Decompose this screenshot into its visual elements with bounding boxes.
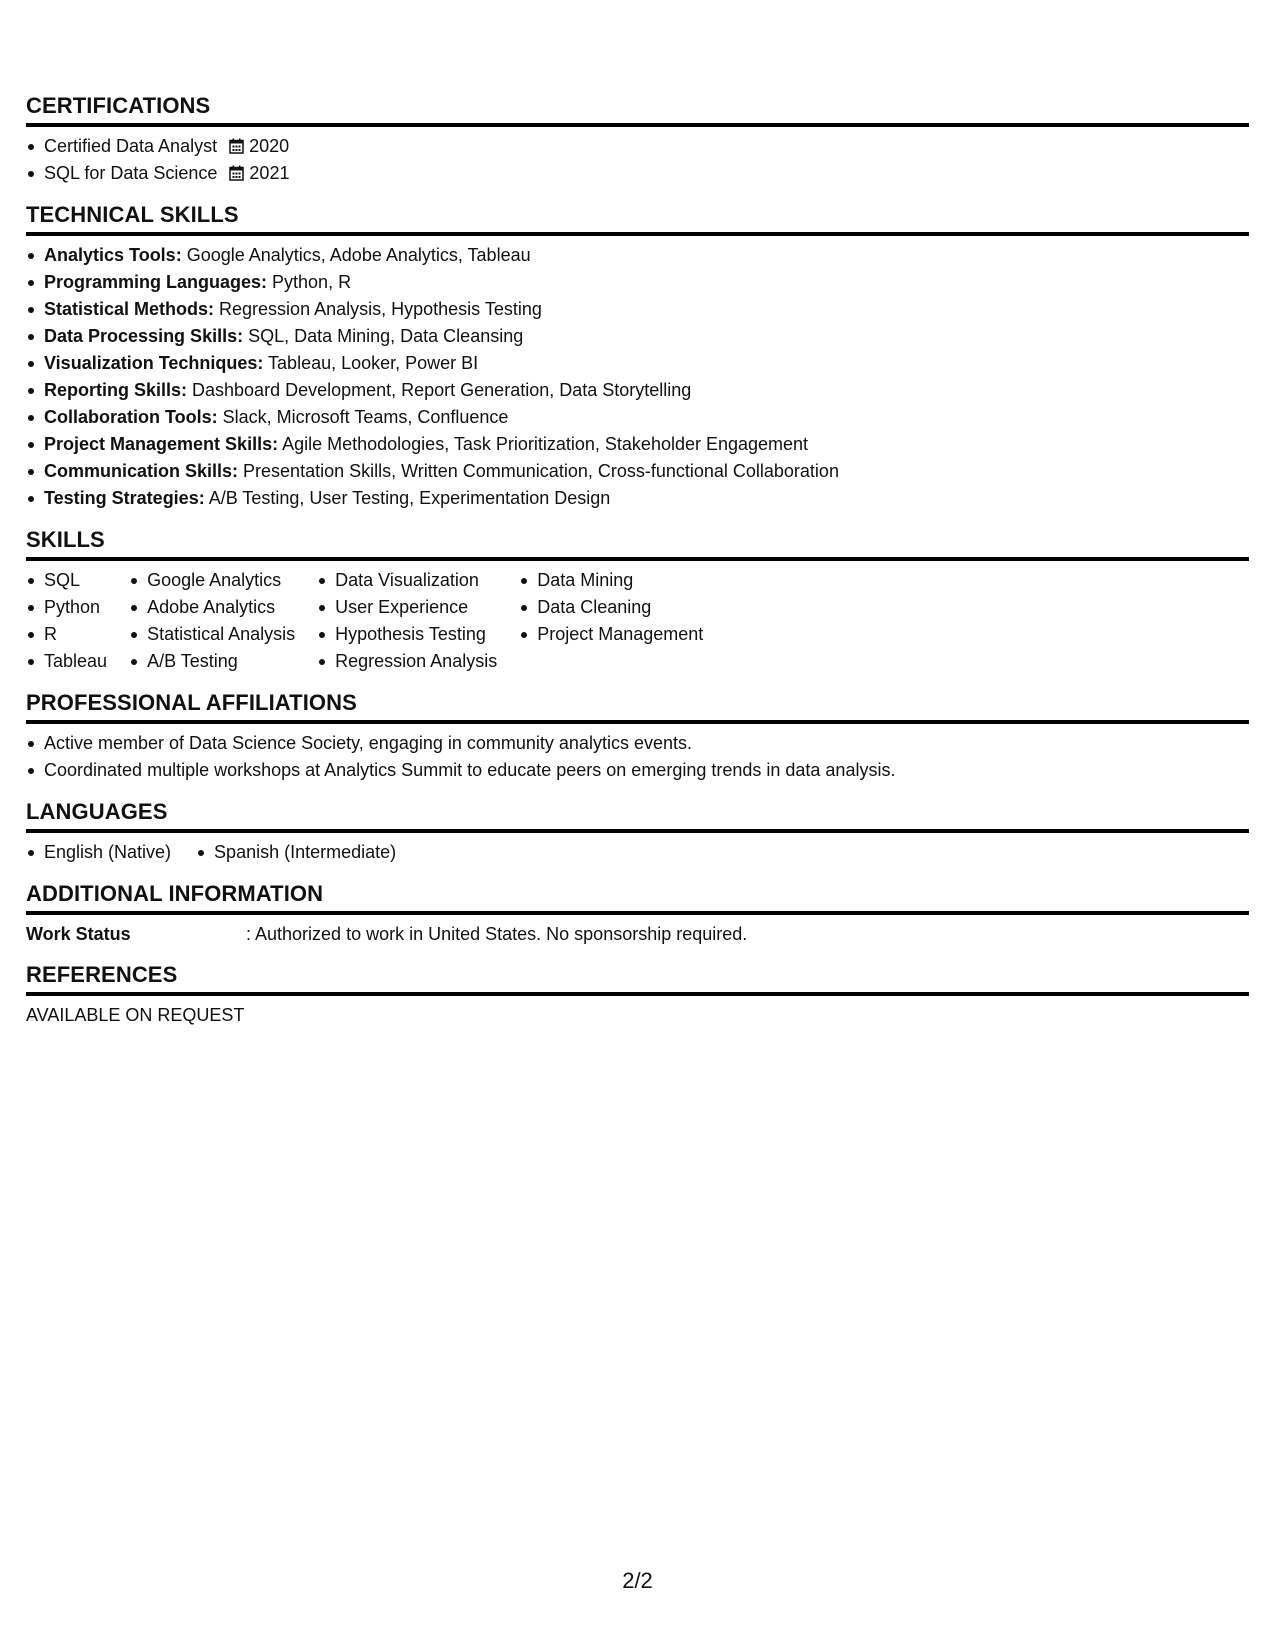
list-item — [26, 350, 1249, 377]
skill-category-value: Regression Analysis, Hypothesis Testing — [214, 299, 542, 319]
resume-page — [26, 92, 1249, 1028]
list-item — [26, 323, 1249, 350]
languages-section — [26, 798, 1249, 866]
list-item: Hypothesis Testing — [317, 621, 497, 648]
calendar-icon — [229, 135, 244, 151]
list-item: Regression Analysis — [317, 648, 497, 675]
skills-section — [26, 526, 1249, 675]
skill-category-value: Agile Methodologies, Task Prioritization, Stakeholder Engagement — [278, 434, 809, 454]
certifications-list — [26, 133, 1249, 187]
list-item: English (Native) — [26, 839, 171, 866]
technical-skills-list — [26, 242, 1249, 512]
list-item — [26, 160, 1249, 187]
certification-name: SQL for Data Science — [44, 163, 218, 183]
affiliations-section — [26, 689, 1249, 784]
skill-category-value: A/B Testing, User Testing, Experimentation Design — [204, 488, 611, 508]
list-item: Statistical Analysis — [129, 621, 295, 648]
references-text: AVAILABLE ON REQUEST — [26, 1005, 245, 1025]
technical-skills-section — [26, 201, 1249, 512]
technical-skills-heading: TECHNICAL SKILLS — [26, 201, 1249, 236]
list-item: User Experience — [317, 594, 497, 621]
skills-heading: SKILLS — [26, 526, 1249, 561]
skill-category-value: Google Analytics, Adobe Analytics, Tableau — [181, 245, 531, 265]
certification-name: Certified Data Analyst — [44, 136, 218, 156]
skill-category-value: Slack, Microsoft Teams, Confluence — [217, 407, 509, 427]
skill-category-label: Reporting Skills: — [44, 380, 188, 400]
list-item — [26, 431, 1249, 458]
list-item — [26, 458, 1249, 485]
skills-column — [519, 567, 703, 675]
skills-grid — [26, 567, 1249, 675]
skill-category-label: Testing Strategies: — [44, 488, 205, 508]
language-group — [196, 839, 396, 866]
list-item — [26, 269, 1249, 296]
work-status-value: : Authorized to work in United States. No sponsorship required. — [246, 924, 748, 944]
skill-category-label: Statistical Methods: — [44, 299, 215, 319]
skill-category-value: Presentation Skills, Written Communication, Cross-functional Collaboration — [238, 461, 839, 481]
additional-info-section — [26, 880, 1249, 947]
references-heading: REFERENCES — [26, 961, 1249, 996]
calendar-icon — [229, 162, 244, 178]
list-item: Data Visualization — [317, 567, 497, 594]
skill-category-label: Project Management Skills: — [44, 434, 279, 454]
skill-category-value: Tableau, Looker, Power BI — [263, 353, 479, 373]
list-item: Data Mining — [519, 567, 703, 594]
affiliations-list — [26, 730, 1249, 784]
skills-column — [317, 567, 497, 675]
list-item: Google Analytics — [129, 567, 295, 594]
skill-category-label: Visualization Techniques: — [44, 353, 264, 373]
skill-category-value: Python, R — [267, 272, 352, 292]
page-number: 2/2 — [622, 1568, 653, 1593]
list-item: Active member of Data Science Society, engaging in community analytics events. — [26, 730, 1249, 757]
list-item — [26, 242, 1249, 269]
skill-category-label: Analytics Tools: — [44, 245, 182, 265]
certifications-heading: CERTIFICATIONS — [26, 92, 1249, 127]
work-status-label: Work Status — [26, 924, 131, 944]
list-item: A/B Testing — [129, 648, 295, 675]
skill-category-label: Communication Skills: — [44, 461, 239, 481]
skill-category-label: Data Processing Skills: — [44, 326, 244, 346]
list-item: Data Cleaning — [519, 594, 703, 621]
list-item — [26, 296, 1249, 323]
additional-info-heading: ADDITIONAL INFORMATION — [26, 880, 1249, 915]
references-section — [26, 961, 1249, 1028]
list-item: Adobe Analytics — [129, 594, 295, 621]
language-group — [26, 839, 171, 866]
skill-category-value: Dashboard Development, Report Generation, Data Storytelling — [187, 380, 692, 400]
certifications-section — [26, 92, 1249, 187]
list-item: Tableau — [26, 648, 107, 675]
skill-category-label: Programming Languages: — [44, 272, 268, 292]
list-item — [26, 133, 1249, 160]
certification-year: 2021 — [249, 163, 290, 183]
languages-list — [26, 839, 1249, 866]
list-item: Coordinated multiple workshops at Analytics Summit to educate peers on emerging trends in data analysis. — [26, 757, 1249, 784]
list-item: SQL — [26, 567, 107, 594]
skills-column — [26, 567, 107, 675]
skills-column — [129, 567, 295, 675]
languages-heading: LANGUAGES — [26, 798, 1249, 833]
list-item: R — [26, 621, 107, 648]
list-item: Spanish (Intermediate) — [196, 839, 396, 866]
skill-category-value: SQL, Data Mining, Data Cleansing — [243, 326, 524, 346]
list-item — [26, 377, 1249, 404]
list-item — [26, 404, 1249, 431]
affiliations-heading: PROFESSIONAL AFFILIATIONS — [26, 689, 1249, 724]
skill-category-label: Collaboration Tools: — [44, 407, 218, 427]
certification-year: 2020 — [249, 136, 290, 156]
list-item: Python — [26, 594, 107, 621]
list-item: Project Management — [519, 621, 703, 648]
list-item — [26, 485, 1249, 512]
work-status-row — [26, 921, 1249, 947]
